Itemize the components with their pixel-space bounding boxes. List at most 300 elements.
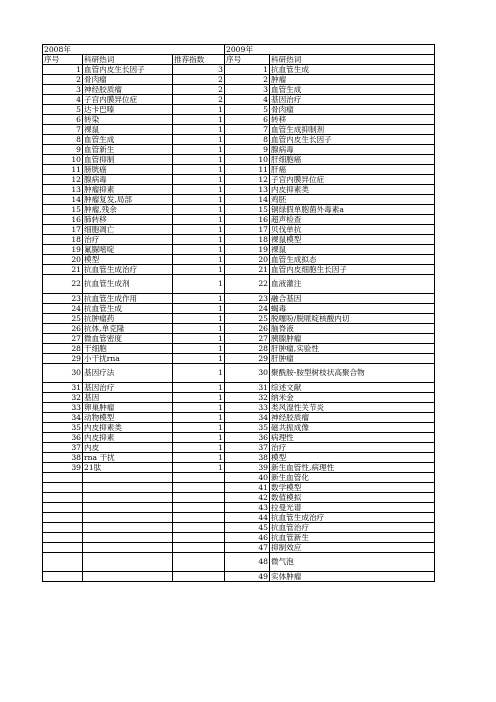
table-row	[43, 553, 435, 572]
term-2008-cell: 动物模型	[83, 413, 173, 423]
term-2009-cell: 磁共振成像	[270, 423, 435, 433]
seq-2009-cell: 6	[225, 115, 270, 125]
index-2008-cell: 1	[173, 403, 225, 413]
term-2009-cell: 贝伐单抗	[270, 225, 435, 235]
index-2008-cell: 1	[173, 175, 225, 185]
empty-cell	[83, 493, 173, 503]
seq-2009-cell: 10	[225, 155, 270, 165]
seq-2008-cell: 31	[43, 383, 83, 393]
seq-2008-cell: 13	[43, 185, 83, 195]
term-2009-cell: 微气泡	[270, 553, 435, 572]
table-row	[43, 383, 435, 393]
index-2008-cell: 1	[173, 364, 225, 383]
empty-cell	[43, 473, 83, 483]
empty-cell	[173, 553, 225, 572]
term-2009-cell: 融合基因	[270, 294, 435, 304]
term-2009-cell: 子宫内膜异位症	[270, 175, 435, 185]
index-2008-cell: 1	[173, 155, 225, 165]
table-row	[43, 215, 435, 225]
seq-2009-cell: 28	[225, 344, 270, 354]
year-row	[43, 45, 435, 55]
index-2008-cell: 1	[173, 463, 225, 473]
index-2008-cell: 1	[173, 334, 225, 344]
seq-2008-cell: 29	[43, 354, 83, 364]
seq-2009-cell: 23	[225, 294, 270, 304]
seq-2008-cell: 17	[43, 225, 83, 235]
term-2009-cell: 肝肿瘤	[270, 354, 435, 364]
term-2009-cell: 基因治疗	[270, 95, 435, 105]
term-2008-cell: 细胞凋亡	[83, 225, 173, 235]
table-row	[43, 393, 435, 403]
seq-2009-cell: 4	[225, 95, 270, 105]
index-2008-cell: 2	[173, 95, 225, 105]
seq-2008-cell: 22	[43, 275, 83, 294]
table-row	[43, 275, 435, 294]
term-2009-cell: 纳米金	[270, 393, 435, 403]
hot-terms-table	[42, 44, 435, 582]
term-2009-cell: 抑制效应	[270, 543, 435, 553]
term-2008-cell: 抗体,单克隆	[83, 324, 173, 334]
table-row	[43, 185, 435, 195]
seq-2008-cell: 21	[43, 265, 83, 275]
table-row	[43, 493, 435, 503]
seq-2008-cell: 10	[43, 155, 83, 165]
index-2008-cell: 1	[173, 205, 225, 215]
term-2009-cell: 裸鼠	[270, 245, 435, 255]
term-2008-cell: rna 干扰	[83, 453, 173, 463]
term-2008-cell: 微血管密度	[83, 334, 173, 344]
empty-cell	[173, 523, 225, 533]
term-2009-cell: 抗血管生成治疗	[270, 513, 435, 523]
table-row	[43, 503, 435, 513]
term-2009-cell: 血液灌注	[270, 275, 435, 294]
index-2008-cell: 1	[173, 383, 225, 393]
term-2008-cell: 内皮抑素	[83, 433, 173, 443]
seq-2008-cell: 14	[43, 195, 83, 205]
index-2008-cell: 1	[173, 235, 225, 245]
index-2008-cell: 1	[173, 165, 225, 175]
term-2008-cell: 肿瘤,残余	[83, 205, 173, 215]
term-2008-cell: 血管抑制	[83, 155, 173, 165]
seq-2009-cell: 47	[225, 543, 270, 553]
table-row	[43, 165, 435, 175]
term-2009-cell: 血管内皮细胞生长因子	[270, 265, 435, 275]
term-2009-cell: 数学模型	[270, 483, 435, 493]
seq-2009-cell: 46	[225, 533, 270, 543]
seq-2009-cell: 13	[225, 185, 270, 195]
seq-2009-cell: 7	[225, 125, 270, 135]
empty-cell	[173, 503, 225, 513]
seq-2008-cell: 1	[43, 65, 83, 75]
empty-cell	[83, 473, 173, 483]
table-row	[43, 403, 435, 413]
table-row	[43, 513, 435, 523]
seq-2008-cell: 23	[43, 294, 83, 304]
seq-2009-cell: 9	[225, 145, 270, 155]
term-2009-cell: 类风湿性关节炎	[270, 403, 435, 413]
term-2008-cell: 干细胞	[83, 344, 173, 354]
seq-2009-cell: 26	[225, 324, 270, 334]
term-2009-cell: 转移	[270, 115, 435, 125]
term-2009-cell: 病理性	[270, 433, 435, 443]
seq-2008-cell: 28	[43, 344, 83, 354]
term-2008-cell: 内皮抑素类	[83, 423, 173, 433]
table-row	[43, 65, 435, 75]
index-2008-cell: 1	[173, 105, 225, 115]
index-2008-cell: 1	[173, 433, 225, 443]
seq-2009-cell: 19	[225, 245, 270, 255]
seq-2009-cell: 40	[225, 473, 270, 483]
term-2009-cell: 实体肿瘤	[270, 572, 435, 582]
table-row	[43, 235, 435, 245]
term-2009-cell: 抗血管生成	[270, 65, 435, 75]
term-2009-cell: 抗血管治疗	[270, 523, 435, 533]
seq-2008-cell: 32	[43, 393, 83, 403]
seq-2009-cell: 44	[225, 513, 270, 523]
term-2009-cell: 综述文献	[270, 383, 435, 393]
empty-cell	[83, 572, 173, 582]
seq-2008-cell: 19	[43, 245, 83, 255]
term-2009-cell: 血管生成	[270, 85, 435, 95]
seq-2009-cell: 36	[225, 433, 270, 443]
seq-2009-cell: 2	[225, 75, 270, 85]
header-term-2008: 科研热词	[83, 55, 173, 65]
term-2009-cell: 超声检查	[270, 215, 435, 225]
table-row	[43, 334, 435, 344]
seq-2008-cell: 27	[43, 334, 83, 344]
term-2009-cell: 新生血管化	[270, 473, 435, 483]
seq-2009-cell: 15	[225, 205, 270, 215]
table-row	[43, 533, 435, 543]
seq-2008-cell: 6	[43, 115, 83, 125]
seq-2009-cell: 37	[225, 443, 270, 453]
index-2008-cell: 1	[173, 195, 225, 205]
index-2008-cell: 1	[173, 225, 225, 235]
term-2008-cell: 内皮	[83, 443, 173, 453]
term-2009-cell: 血管生成拟态	[270, 255, 435, 265]
empty-cell	[173, 533, 225, 543]
table-row	[43, 115, 435, 125]
empty-cell	[173, 543, 225, 553]
table-row	[43, 543, 435, 553]
term-2009-cell: 神经胶质瘤	[270, 413, 435, 423]
seq-2008-cell: 26	[43, 324, 83, 334]
index-2008-cell: 1	[173, 354, 225, 364]
table-row	[43, 95, 435, 105]
seq-2008-cell: 2	[43, 75, 83, 85]
seq-2009-cell: 11	[225, 165, 270, 175]
index-2008-cell: 1	[173, 304, 225, 314]
index-2008-cell: 1	[173, 443, 225, 453]
empty-cell	[43, 572, 83, 582]
empty-cell	[173, 572, 225, 582]
seq-2009-cell: 5	[225, 105, 270, 115]
index-2008-cell: 1	[173, 294, 225, 304]
table-row	[43, 483, 435, 493]
header-index-2008: 推荐指数	[173, 55, 225, 65]
term-2008-cell: 抗血管生成作用	[83, 294, 173, 304]
seq-2009-cell: 12	[225, 175, 270, 185]
empty-cell	[43, 493, 83, 503]
table-row	[43, 265, 435, 275]
table-row	[43, 135, 435, 145]
empty-cell	[83, 533, 173, 543]
empty-cell	[43, 553, 83, 572]
seq-2009-cell: 16	[225, 215, 270, 225]
seq-2008-cell: 8	[43, 135, 83, 145]
term-2008-cell: 骨肉瘤	[83, 75, 173, 85]
term-2009-cell: 聚酰胺-胺型树枝状高聚合物	[270, 364, 435, 383]
empty-cell	[43, 523, 83, 533]
term-2008-cell: 子宫内膜异位症	[83, 95, 173, 105]
seq-2009-cell: 48	[225, 553, 270, 572]
seq-2008-cell: 4	[43, 95, 83, 105]
seq-2009-cell: 30	[225, 364, 270, 383]
seq-2009-cell: 25	[225, 314, 270, 324]
term-2008-cell: 神经胶质瘤	[83, 85, 173, 95]
term-2008-cell: 抗肿瘤药	[83, 314, 173, 324]
index-2008-cell: 1	[173, 423, 225, 433]
index-2008-cell: 1	[173, 145, 225, 155]
seq-2009-cell: 1	[225, 65, 270, 75]
seq-2008-cell: 37	[43, 443, 83, 453]
seq-2008-cell: 18	[43, 235, 83, 245]
table-row	[43, 314, 435, 324]
term-2009-cell: 肝肿瘤,实验性	[270, 344, 435, 354]
term-2008-cell: 达卡巴嗪	[83, 105, 173, 115]
term-2008-cell: 氟脲嘧啶	[83, 245, 173, 255]
term-2009-cell: 内皮抑素类	[270, 185, 435, 195]
seq-2008-cell: 35	[43, 423, 83, 433]
term-2009-cell: 蝎毒	[270, 304, 435, 314]
table-row	[43, 364, 435, 383]
index-2008-cell: 1	[173, 255, 225, 265]
table-row	[43, 304, 435, 314]
empty-cell	[173, 493, 225, 503]
term-2009-cell: 胰腺肿瘤	[270, 334, 435, 344]
term-2008-cell: 模型	[83, 255, 173, 265]
index-2008-cell: 3	[173, 65, 225, 75]
empty-cell	[83, 543, 173, 553]
index-2008-cell: 1	[173, 275, 225, 294]
term-2009-cell: 铜绿假单胞菌外毒素a	[270, 205, 435, 215]
empty-cell	[83, 503, 173, 513]
seq-2009-cell: 49	[225, 572, 270, 582]
table-body	[43, 45, 435, 582]
index-2008-cell: 2	[173, 85, 225, 95]
empty-cell	[43, 503, 83, 513]
seq-2009-cell: 22	[225, 275, 270, 294]
table-row	[43, 125, 435, 135]
term-2008-cell: 抗血管生成剂	[83, 275, 173, 294]
table-row	[43, 423, 435, 433]
term-2008-cell: 卵巢肿瘤	[83, 403, 173, 413]
term-2008-cell: 基因	[83, 393, 173, 403]
header-seq-2008: 序号	[43, 55, 83, 65]
header-term-2009: 科研热词	[270, 55, 435, 65]
index-2008-cell: 1	[173, 135, 225, 145]
seq-2009-cell: 35	[225, 423, 270, 433]
table-row	[43, 225, 435, 235]
index-2008-cell: 1	[173, 344, 225, 354]
empty-cell	[173, 483, 225, 493]
term-2009-cell: 骨肉瘤	[270, 105, 435, 115]
seq-2009-cell: 3	[225, 85, 270, 95]
table-row	[43, 413, 435, 423]
seq-2008-cell: 11	[43, 165, 83, 175]
seq-2009-cell: 42	[225, 493, 270, 503]
term-2008-cell: 肿瘤复发,局部	[83, 195, 173, 205]
term-2009-cell: 抗血管新生	[270, 533, 435, 543]
seq-2008-cell: 20	[43, 255, 83, 265]
term-2009-cell: 肝细胞癌	[270, 155, 435, 165]
term-2009-cell: 鸡胚	[270, 195, 435, 205]
index-2008-cell: 1	[173, 265, 225, 275]
term-2009-cell: 肝癌	[270, 165, 435, 175]
term-2008-cell: 抗血管生成	[83, 304, 173, 314]
seq-2008-cell: 16	[43, 215, 83, 225]
seq-2008-cell: 33	[43, 403, 83, 413]
table-row	[43, 245, 435, 255]
table-row	[43, 344, 435, 354]
term-2009-cell: 血管内皮生长因子	[270, 135, 435, 145]
table-row	[43, 433, 435, 443]
seq-2009-cell: 18	[225, 235, 270, 245]
seq-2009-cell: 31	[225, 383, 270, 393]
term-2008-cell: 血管新生	[83, 145, 173, 155]
table-row	[43, 85, 435, 95]
empty-cell	[43, 533, 83, 543]
term-2008-cell: 转染	[83, 115, 173, 125]
term-2008-cell: 膀胱癌	[83, 165, 173, 175]
index-2008-cell: 1	[173, 215, 225, 225]
seq-2008-cell: 5	[43, 105, 83, 115]
seq-2009-cell: 17	[225, 225, 270, 235]
seq-2009-cell: 38	[225, 453, 270, 463]
index-2008-cell: 1	[173, 453, 225, 463]
term-2008-cell: 小干扰rna	[83, 354, 173, 364]
seq-2009-cell: 41	[225, 483, 270, 493]
seq-2008-cell: 7	[43, 125, 83, 135]
empty-cell	[43, 543, 83, 553]
term-2008-cell: 21肽	[83, 463, 173, 473]
seq-2008-cell: 12	[43, 175, 83, 185]
empty-cell	[43, 483, 83, 493]
empty-cell	[83, 553, 173, 572]
term-2008-cell: 肿瘤抑素	[83, 185, 173, 195]
table-row	[43, 195, 435, 205]
term-2009-cell: 脱噻吩/脱哌啶核酸内切	[270, 314, 435, 324]
table-row	[43, 105, 435, 115]
index-2008-cell: 1	[173, 324, 225, 334]
seq-2008-cell: 3	[43, 85, 83, 95]
index-2008-cell: 1	[173, 245, 225, 255]
term-2008-cell: 腺病毒	[83, 175, 173, 185]
term-2009-cell: 血管生成抑制剂	[270, 125, 435, 135]
seq-2009-cell: 14	[225, 195, 270, 205]
index-2008-cell: 1	[173, 393, 225, 403]
term-2008-cell: 抗血管生成治疗	[83, 265, 173, 275]
table-row	[43, 294, 435, 304]
index-2008-cell: 1	[173, 125, 225, 135]
table-row	[43, 453, 435, 463]
seq-2008-cell: 25	[43, 314, 83, 324]
empty-cell	[83, 523, 173, 533]
seq-2009-cell: 34	[225, 413, 270, 423]
term-2008-cell: 血管内皮生长因子	[83, 65, 173, 75]
index-2008-cell: 1	[173, 185, 225, 195]
seq-2008-cell: 30	[43, 364, 83, 383]
seq-2009-cell: 8	[225, 135, 270, 145]
term-2008-cell: 治疗	[83, 235, 173, 245]
table-row	[43, 572, 435, 582]
empty-cell	[43, 513, 83, 523]
seq-2009-cell: 45	[225, 523, 270, 533]
seq-2009-cell: 24	[225, 304, 270, 314]
seq-2009-cell: 21	[225, 265, 270, 275]
seq-2008-cell: 24	[43, 304, 83, 314]
table-row	[43, 324, 435, 334]
term-2009-cell: 治疗	[270, 443, 435, 453]
seq-2008-cell: 9	[43, 145, 83, 155]
term-2009-cell: 腺病毒	[270, 145, 435, 155]
table-row	[43, 354, 435, 364]
term-2008-cell: 基因疗法	[83, 364, 173, 383]
term-2008-cell: 肺转移	[83, 215, 173, 225]
term-2009-cell: 脑脊液	[270, 324, 435, 334]
term-2009-cell: 肿瘤	[270, 75, 435, 85]
empty-cell	[83, 513, 173, 523]
table-row	[43, 443, 435, 453]
index-2008-cell: 1	[173, 314, 225, 324]
seq-2008-cell: 15	[43, 205, 83, 215]
table-row	[43, 255, 435, 265]
term-2009-cell: 裸鼠模型	[270, 235, 435, 245]
seq-2009-cell: 43	[225, 503, 270, 513]
term-2008-cell: 裸鼠	[83, 125, 173, 135]
table-row	[43, 75, 435, 85]
seq-2009-cell: 29	[225, 354, 270, 364]
term-2008-cell: 血管生成	[83, 135, 173, 145]
seq-2009-cell: 33	[225, 403, 270, 413]
header-seq-2009: 序号	[225, 55, 270, 65]
year-2008-label: 2008年	[43, 45, 225, 55]
index-2008-cell: 1	[173, 413, 225, 423]
header-row	[43, 55, 435, 65]
term-2009-cell: 新生血管性,病理性	[270, 463, 435, 473]
seq-2009-cell: 39	[225, 463, 270, 473]
table-row	[43, 205, 435, 215]
empty-cell	[173, 513, 225, 523]
table-row	[43, 463, 435, 473]
term-2009-cell: 拉曼光谱	[270, 503, 435, 513]
seq-2009-cell: 32	[225, 393, 270, 403]
year-2009-label: 2009年	[225, 45, 435, 55]
seq-2009-cell: 27	[225, 334, 270, 344]
seq-2009-cell: 20	[225, 255, 270, 265]
term-2009-cell: 数值模拟	[270, 493, 435, 503]
index-2008-cell: 2	[173, 75, 225, 85]
table-row	[43, 523, 435, 533]
term-2008-cell: 基因治疗	[83, 383, 173, 393]
empty-cell	[83, 483, 173, 493]
table-row	[43, 175, 435, 185]
seq-2008-cell: 39	[43, 463, 83, 473]
index-2008-cell: 1	[173, 115, 225, 125]
empty-cell	[173, 473, 225, 483]
seq-2008-cell: 34	[43, 413, 83, 423]
term-2009-cell: 模型	[270, 453, 435, 463]
